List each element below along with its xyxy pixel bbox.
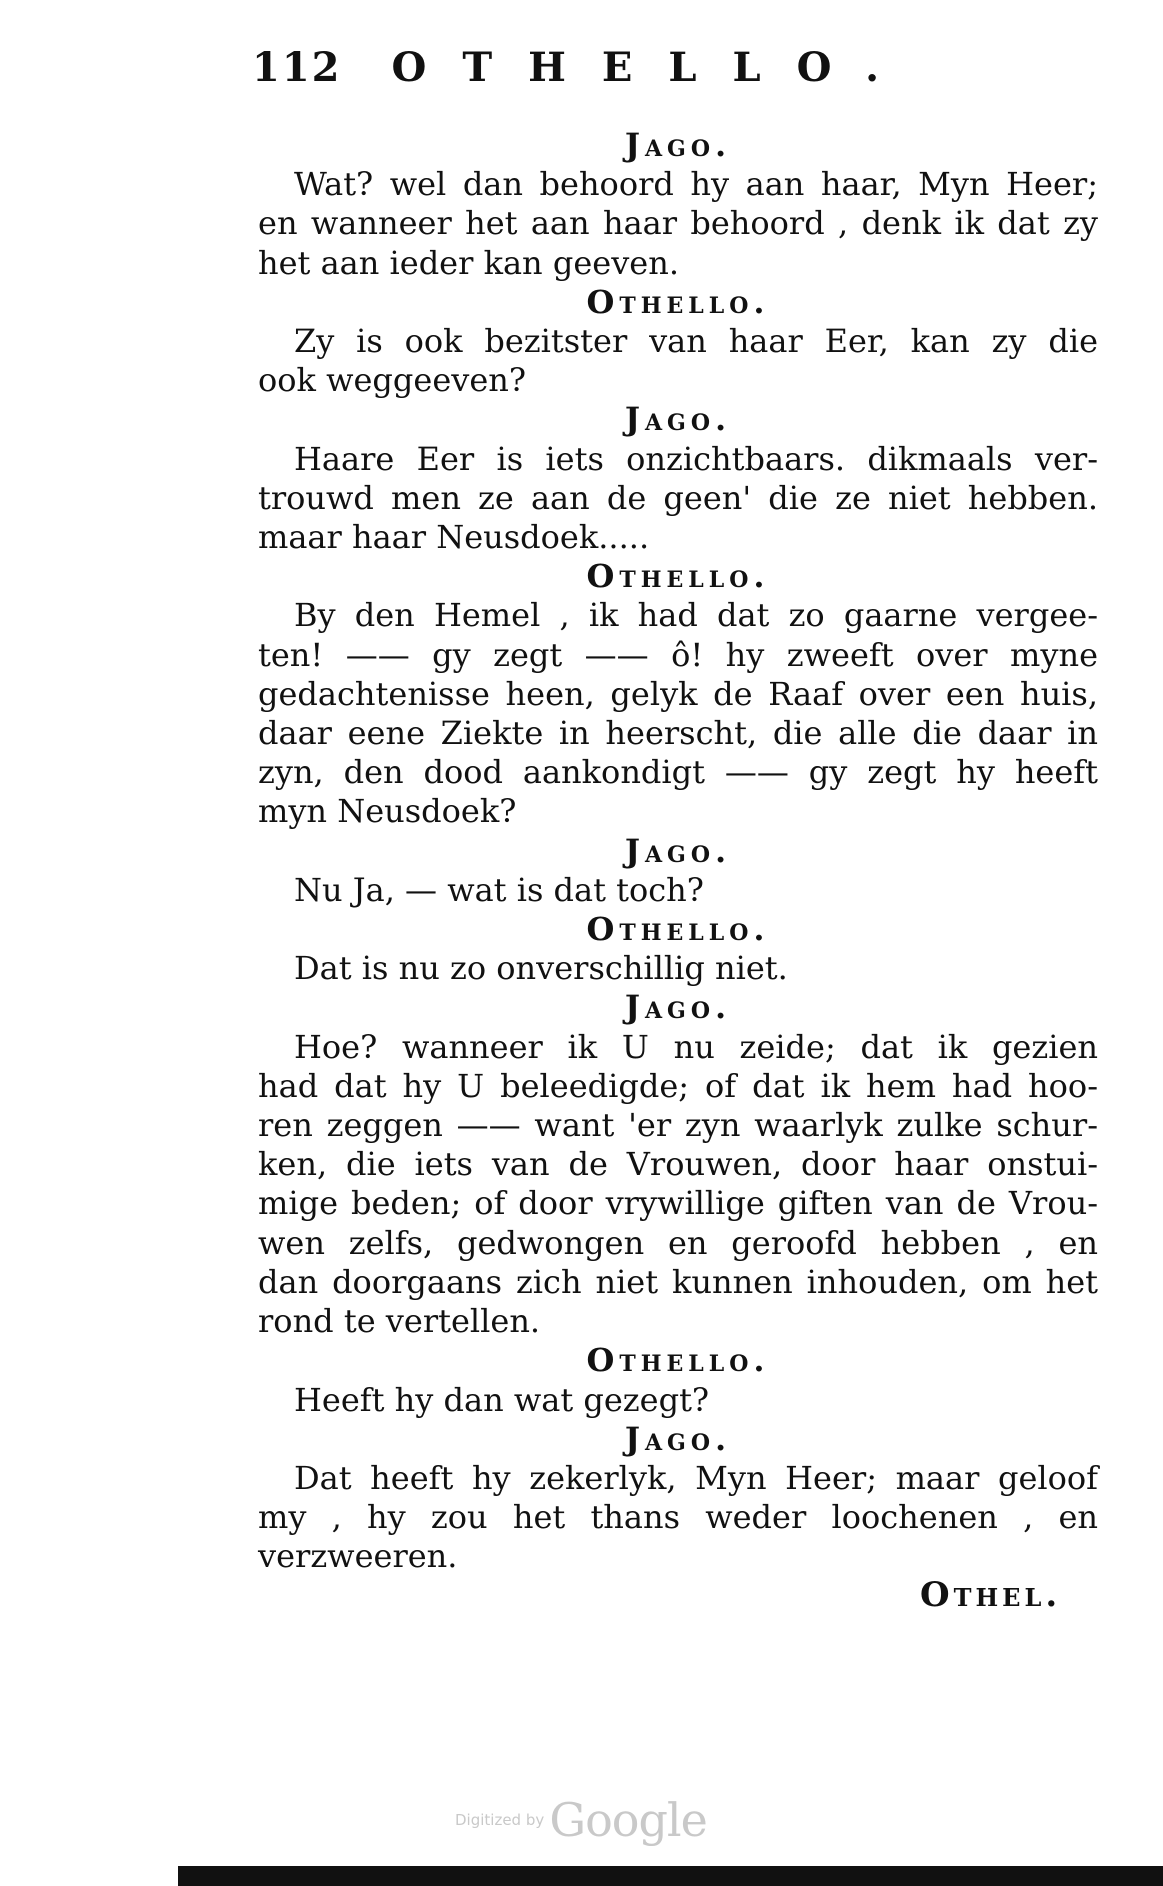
running-header (252, 44, 932, 91)
speech-line: en wanneer het aan haar behoord , denk ik dat zy (258, 204, 1098, 243)
speaker-name: Othello. (586, 1341, 770, 1380)
speech-line: had dat hy U beleedigde; of dat ik hem had hoo- (258, 1066, 1098, 1105)
speech-line: ren zeggen —— want 'er zyn waarlyk zulke schur- (258, 1106, 1098, 1145)
speaker-name: Othello. (586, 557, 770, 596)
speech-line: Haare Eer is iets onzichtbaars. dikmaals ver- (294, 439, 1098, 478)
speaker-name: Jago. (624, 988, 732, 1027)
speaker-name: Jago. (624, 831, 732, 870)
speech-line: dan doorgaans zich niet kunnen inhouden, om het (258, 1262, 1098, 1301)
speech-line: Nu Ja, — wat is dat toch? (294, 870, 704, 909)
speech-line: By den Hemel , ik had dat zo gaarne vergee- (294, 596, 1098, 635)
speech-block (258, 988, 1098, 1341)
running-title: OTHELLO. (391, 44, 916, 91)
speaker-name: Othello. (586, 282, 770, 321)
speech-line: Dat heeft hy zekerlyk, Myn Heer; maar geloof (294, 1458, 1098, 1497)
speech-line: trouwd men ze aan de geen' die ze niet hebben. (258, 478, 1098, 517)
google-logo: Google (549, 1793, 707, 1847)
speech-line: Dat is nu zo onverschillig niet. (294, 949, 788, 988)
speech-line: maar haar Neusdoek..... (258, 518, 650, 557)
speaker-name: Jago. (624, 1419, 732, 1458)
speech-line: ten! —— gy zegt —— ô! hy zweeft over myne (258, 635, 1098, 674)
speech-block (258, 283, 1098, 401)
google-watermark (455, 1793, 707, 1847)
speech-block (258, 1420, 1098, 1577)
speech-block (258, 400, 1098, 557)
speech-block (258, 910, 1098, 988)
speech-line: zyn, den dood aankondigt —— gy zegt hy heeft (258, 753, 1098, 792)
speech-line: mige beden; of door vrywillige giften van de Vrou- (258, 1184, 1098, 1223)
speech-line: my , hy zou het thans weder loochenen , en (258, 1498, 1098, 1537)
speech-line: Heeft hy dan wat gezegt? (294, 1380, 710, 1419)
speech-line: rond te vertellen. (258, 1302, 541, 1341)
speech-line: ook weggeeven? (258, 361, 527, 400)
speech-line: gedachtenisse heen, gelyk de Raaf over een huis, (258, 674, 1098, 713)
watermark-prefix: Digitized by (455, 1811, 545, 1829)
speech-line: ken, die iets van de Vrouwen, door haar onstui- (258, 1145, 1098, 1184)
page-number: 112 (252, 44, 342, 91)
speech-line: verzweeren. (258, 1537, 458, 1576)
speaker-name: Jago. (624, 126, 732, 164)
speech-line: Zy is ook bezitster van haar Eer, kan zy die (294, 322, 1098, 361)
speech-block (258, 1341, 1098, 1419)
catchword: Othel. (920, 1575, 1062, 1615)
speech-line: myn Neusdoek? (258, 792, 517, 831)
speech-line: daar eene Ziekte in heerscht, die alle die daar in (258, 714, 1098, 753)
speech-line: wen zelfs, gedwongen en geroofd hebben , en (258, 1223, 1098, 1262)
speech-block (258, 126, 1098, 283)
speech-line: het aan ieder kan geeven. (258, 243, 679, 282)
speech-line: Wat? wel dan behoord hy aan haar, Myn Heer; (294, 165, 1098, 204)
scan-edge-divider (178, 1866, 1163, 1886)
speech-line: Hoe? wanneer ik U nu zeide; dat ik gezien (294, 1027, 1098, 1066)
speech-block (258, 832, 1098, 910)
play-text (258, 126, 1098, 1577)
speech-block (258, 557, 1098, 831)
speaker-name: Othello. (586, 910, 770, 949)
speaker-name: Jago. (624, 400, 732, 439)
